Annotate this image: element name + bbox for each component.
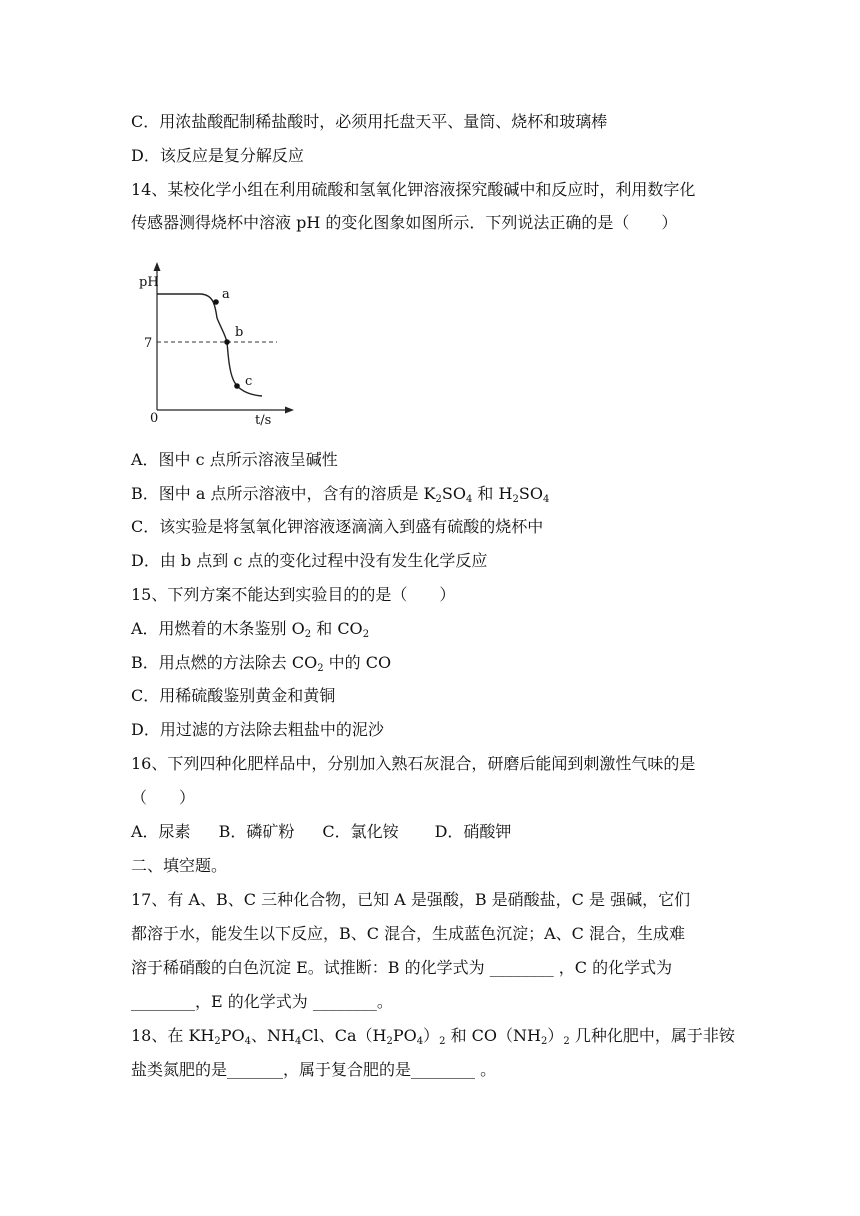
q13-option-d: D．该反应是复分解反应	[131, 146, 304, 165]
q16-option-c: C．氯化铵	[322, 822, 399, 841]
q14-option-d: D．由 b 点到 c 点的变化过程中没有发生化学反应	[131, 551, 488, 570]
q14-stem-line-1: 14、某校化学小组在利用硫酸和氢氧化钾溶液探究酸碱中和反应时，利用数字化	[131, 180, 696, 199]
q15-option-c: C．用稀硫酸鉴别黄金和黄铜	[131, 686, 336, 705]
q17-line-1: 17、有 A、B、C 三种化合物，已知 A 是强酸，B 是硝酸盐，C 是 强碱，它们	[131, 890, 691, 909]
q16-option-b: B．磷矿粉	[218, 822, 295, 841]
q18-line-1	[131, 1026, 735, 1046]
q14-stem-line-2: 传感器测得烧杯中溶液 pH 的变化图象如图所示．下列说法正确的是（ ）	[131, 213, 678, 232]
subscript: 4	[294, 1036, 302, 1047]
subscript: 4	[542, 494, 550, 505]
section-title: 二、填空题。	[131, 856, 228, 875]
q14-option-b-text: 和 H	[472, 484, 513, 503]
q16-option-d: D．硝酸钾	[434, 822, 512, 841]
q16-stem-line-2: （ ）	[131, 788, 196, 807]
q14-option-b-text: SO	[518, 484, 543, 503]
subscript: 2	[214, 1036, 221, 1047]
q15-stem: 15、下列方案不能达到实验目的的是（ ）	[131, 585, 456, 604]
q15-option-d: D．用过滤的方法除去粗盐中的泥沙	[131, 720, 384, 739]
x-axis-label: t/s	[255, 413, 272, 428]
subscript: 2	[435, 494, 442, 505]
subscript: 2	[304, 629, 312, 640]
q14-option-b	[131, 484, 549, 504]
subscript: 2	[317, 663, 324, 674]
q18-text: PO	[392, 1026, 417, 1045]
q15-option-a-text: 和 CO	[311, 619, 363, 638]
q18-text: 18、在 KH	[131, 1026, 215, 1045]
subscript: 4	[244, 1036, 251, 1047]
subscript: 2	[439, 1036, 446, 1047]
point-b-label: b	[235, 325, 244, 340]
ph-curve-graph	[131, 258, 301, 430]
point-a-label: a	[222, 287, 230, 302]
point-a-marker	[213, 299, 219, 305]
q17-line-4: ________，E 的化学式为 ________。	[131, 992, 393, 1011]
q15-option-b-text: 中的 CO	[323, 653, 392, 672]
q14-option-a: A．图中 c 点所示溶液呈碱性	[131, 450, 338, 469]
subscript: 2	[512, 494, 519, 505]
q16-option-a: A．尿素	[131, 822, 191, 841]
q17-line-2: 都溶于水，能发生以下反应，B、C 混合，生成蓝色沉淀；A、C 混合，生成难	[131, 924, 685, 943]
q15-option-a	[131, 619, 369, 639]
q13-option-c: C．用浓盐酸配制稀盐酸时，必须用托盘天平、量筒、烧杯和玻璃棒	[131, 112, 608, 131]
q15-option-b	[131, 653, 391, 673]
q18-line-2: 盐类氮肥的是_______，属于复合肥的是________ 。	[131, 1060, 497, 1079]
q18-text: 、NH	[251, 1026, 295, 1045]
point-c-marker	[234, 383, 240, 389]
q18-text: 几种化肥中，属于非铵	[569, 1026, 735, 1045]
q15-option-a-text: A．用燃着的木条鉴别 O	[131, 619, 305, 638]
subscript: 2	[540, 1036, 548, 1047]
q14-option-b-text: SO	[441, 484, 466, 503]
subscript: 2	[386, 1036, 393, 1047]
q16-stem-line-1: 16、下列四种化肥样品中，分别加入熟石灰混合，研磨后能闻到刺激性气味的是	[131, 754, 696, 773]
subscript: 4	[465, 494, 473, 505]
subscript: 2	[362, 629, 370, 640]
q14-option-c: C．该实验是将氢氧化钾溶液逐滴滴入到盛有硫酸的烧杯中	[131, 517, 544, 536]
subscript: 2	[563, 1036, 570, 1047]
q18-text: ）	[547, 1026, 564, 1045]
point-c-label: c	[245, 374, 253, 389]
q18-text: 和 CO（NH	[445, 1026, 541, 1045]
q18-text: PO	[220, 1026, 245, 1045]
x-axis-arrow	[285, 407, 294, 414]
q14-option-b-text: B．图中 a 点所示溶液中，含有的溶质是 K	[131, 484, 436, 503]
q18-text: ）	[423, 1026, 440, 1045]
q16-options	[131, 822, 511, 842]
q18-text: Cl、Ca（H	[301, 1026, 387, 1045]
ph-7-tick-label: 7	[144, 336, 153, 351]
y-axis-arrow	[154, 262, 161, 271]
subscript: 4	[416, 1036, 424, 1047]
y-axis-label: pH	[139, 275, 159, 290]
point-b-marker	[224, 339, 230, 345]
q15-option-b-text: B．用点燃的方法除去 CO	[131, 653, 318, 672]
origin-label: 0	[150, 411, 159, 426]
q17-line-3: 溶于稀硝酸的白色沉淀 E。试推断：B 的化学式为 ________ ，C 的化学式为	[131, 958, 673, 977]
